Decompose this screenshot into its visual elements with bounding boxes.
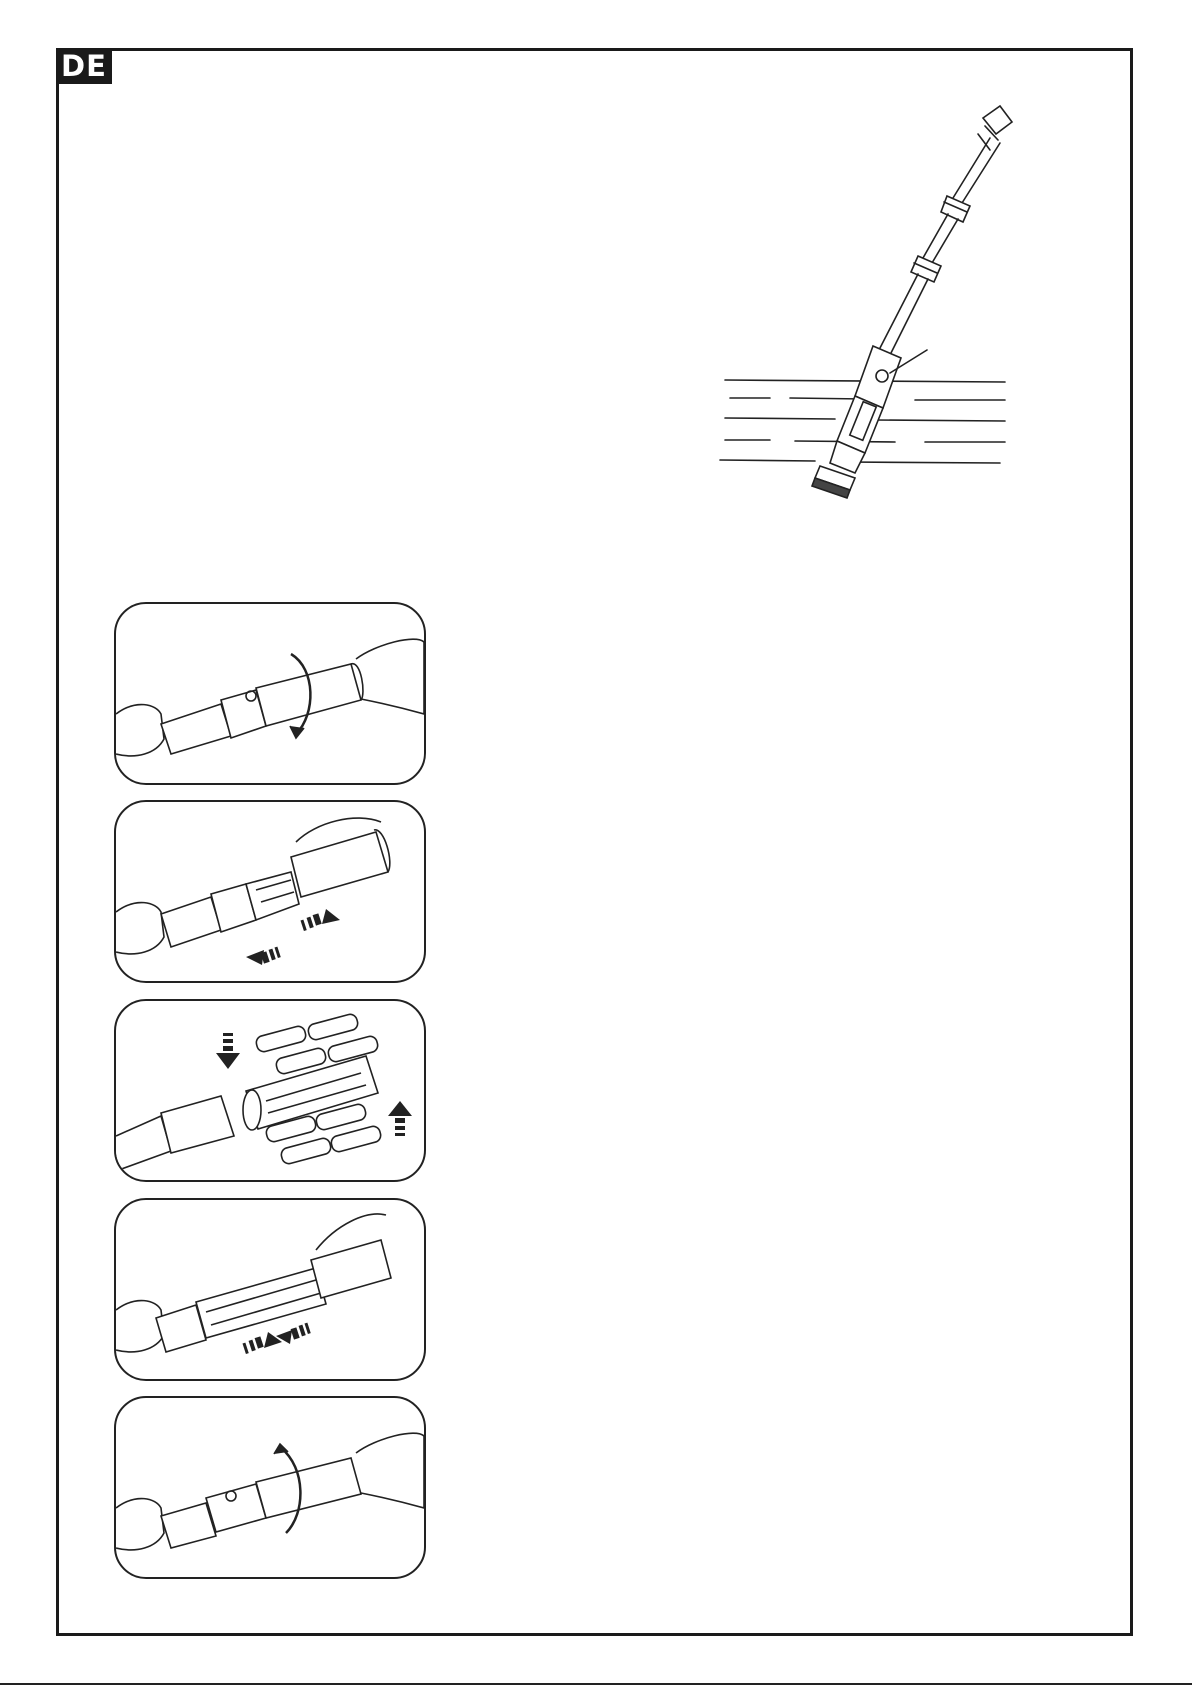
language-badge: DE	[56, 48, 112, 84]
step-4-push-together	[114, 1198, 426, 1381]
step-2-pull-apart	[114, 800, 426, 983]
rotate-arrow-icon	[116, 604, 424, 783]
step-1-twist-open	[114, 602, 426, 785]
push-arrows-icon	[116, 1200, 424, 1379]
pull-arrows-icon	[116, 802, 424, 981]
step-5-twist-close	[114, 1396, 426, 1579]
rotate-arrow-icon	[116, 1398, 424, 1577]
step-3-insert-batteries	[114, 999, 426, 1182]
pool-vacuum-illustration	[715, 98, 1015, 503]
battery-icon	[116, 1001, 424, 1180]
